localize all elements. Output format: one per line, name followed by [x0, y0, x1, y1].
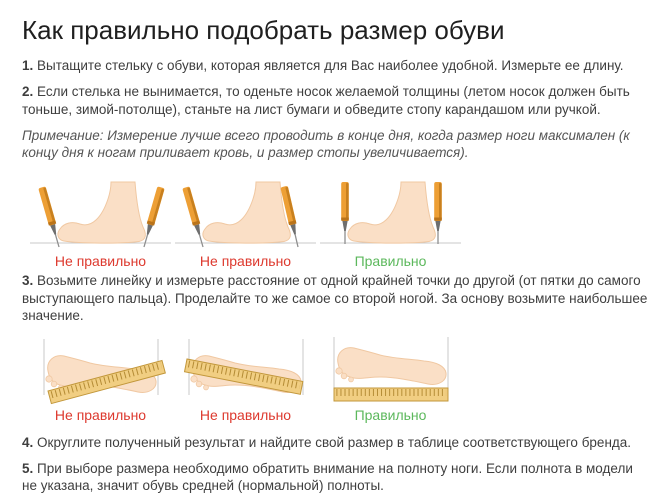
step-2-number: 2. — [22, 84, 34, 100]
step-4-paragraph — [22, 434, 648, 451]
pencil-icon — [182, 187, 206, 249]
figure-pencils-tilted-outward — [28, 173, 173, 270]
pencil-measure-figure-row — [28, 173, 648, 270]
figure-label: Правильно — [354, 253, 427, 270]
figure-label: Правильно — [354, 407, 427, 424]
foot-side-illustration — [348, 182, 435, 243]
step-2-paragraph — [22, 83, 648, 118]
figure-label: Не правильно — [54, 253, 147, 270]
figure-pencils-tilted-parallel — [173, 173, 318, 270]
step-1-number: 1. — [22, 58, 34, 74]
figure-pencils-vertical — [318, 173, 463, 270]
figure-ruler-diagonal-1 — [28, 333, 173, 424]
step-1-text: Вытащите стельку с обуви, которая является для Вас наиболее удобной. Измерьте ее длину. — [37, 58, 624, 74]
step-5-paragraph — [22, 460, 648, 495]
step-3-text: Возьмите линейку и измерьте расстояние от одной крайней точки до другой (от пятки до самого выступающего пальца). Проделайте то же самое со второй ногой. За основу возьмите наибольшее значение. — [22, 273, 648, 323]
ruler-icon — [334, 388, 448, 401]
step-2-text: Если стелька не вынимается, то оденьте носок желаемой толщины (летом носок должен быть тоньше, зимой-потолще), станьте на лист бумаги и обведите стопу карандашом или ручкой. — [22, 84, 630, 117]
step-3-paragraph — [22, 272, 648, 324]
figure-ruler-horizontal — [318, 333, 463, 424]
step-4-text: Округлите полученный результат и найдите свой размер в таблице соответствующего бренда. — [37, 434, 632, 450]
foot-side-illustration — [58, 182, 145, 243]
step-4-number: 4. — [22, 434, 34, 450]
figure-ruler-diagonal-2 — [173, 333, 318, 424]
figure-label: Не правильно — [199, 407, 292, 424]
figure-label: Не правильно — [199, 253, 292, 270]
step-1-paragraph — [22, 57, 648, 74]
page-title: Как правильно подобрать размер обуви — [22, 15, 505, 45]
step-3-number: 3. — [22, 273, 34, 289]
footprint-illustration — [336, 348, 446, 385]
ruler-measure-figure-row — [28, 333, 648, 424]
note-paragraph: Примечание: Измерение лучше всего проводить в конце дня, когда размер ноги максимален (к концу дня к ногам приливает кровь, и размер стопы увеличивается). — [22, 127, 630, 161]
step-5-text: При выборе размера необходимо обратить внимание на полноту ноги. Если полнота в модели не указана, значит обувь средней (нормальной) полноты. — [22, 461, 633, 494]
step-5-number: 5. — [22, 461, 34, 477]
foot-side-illustration — [203, 182, 290, 243]
figure-label: Не правильно — [54, 407, 147, 424]
